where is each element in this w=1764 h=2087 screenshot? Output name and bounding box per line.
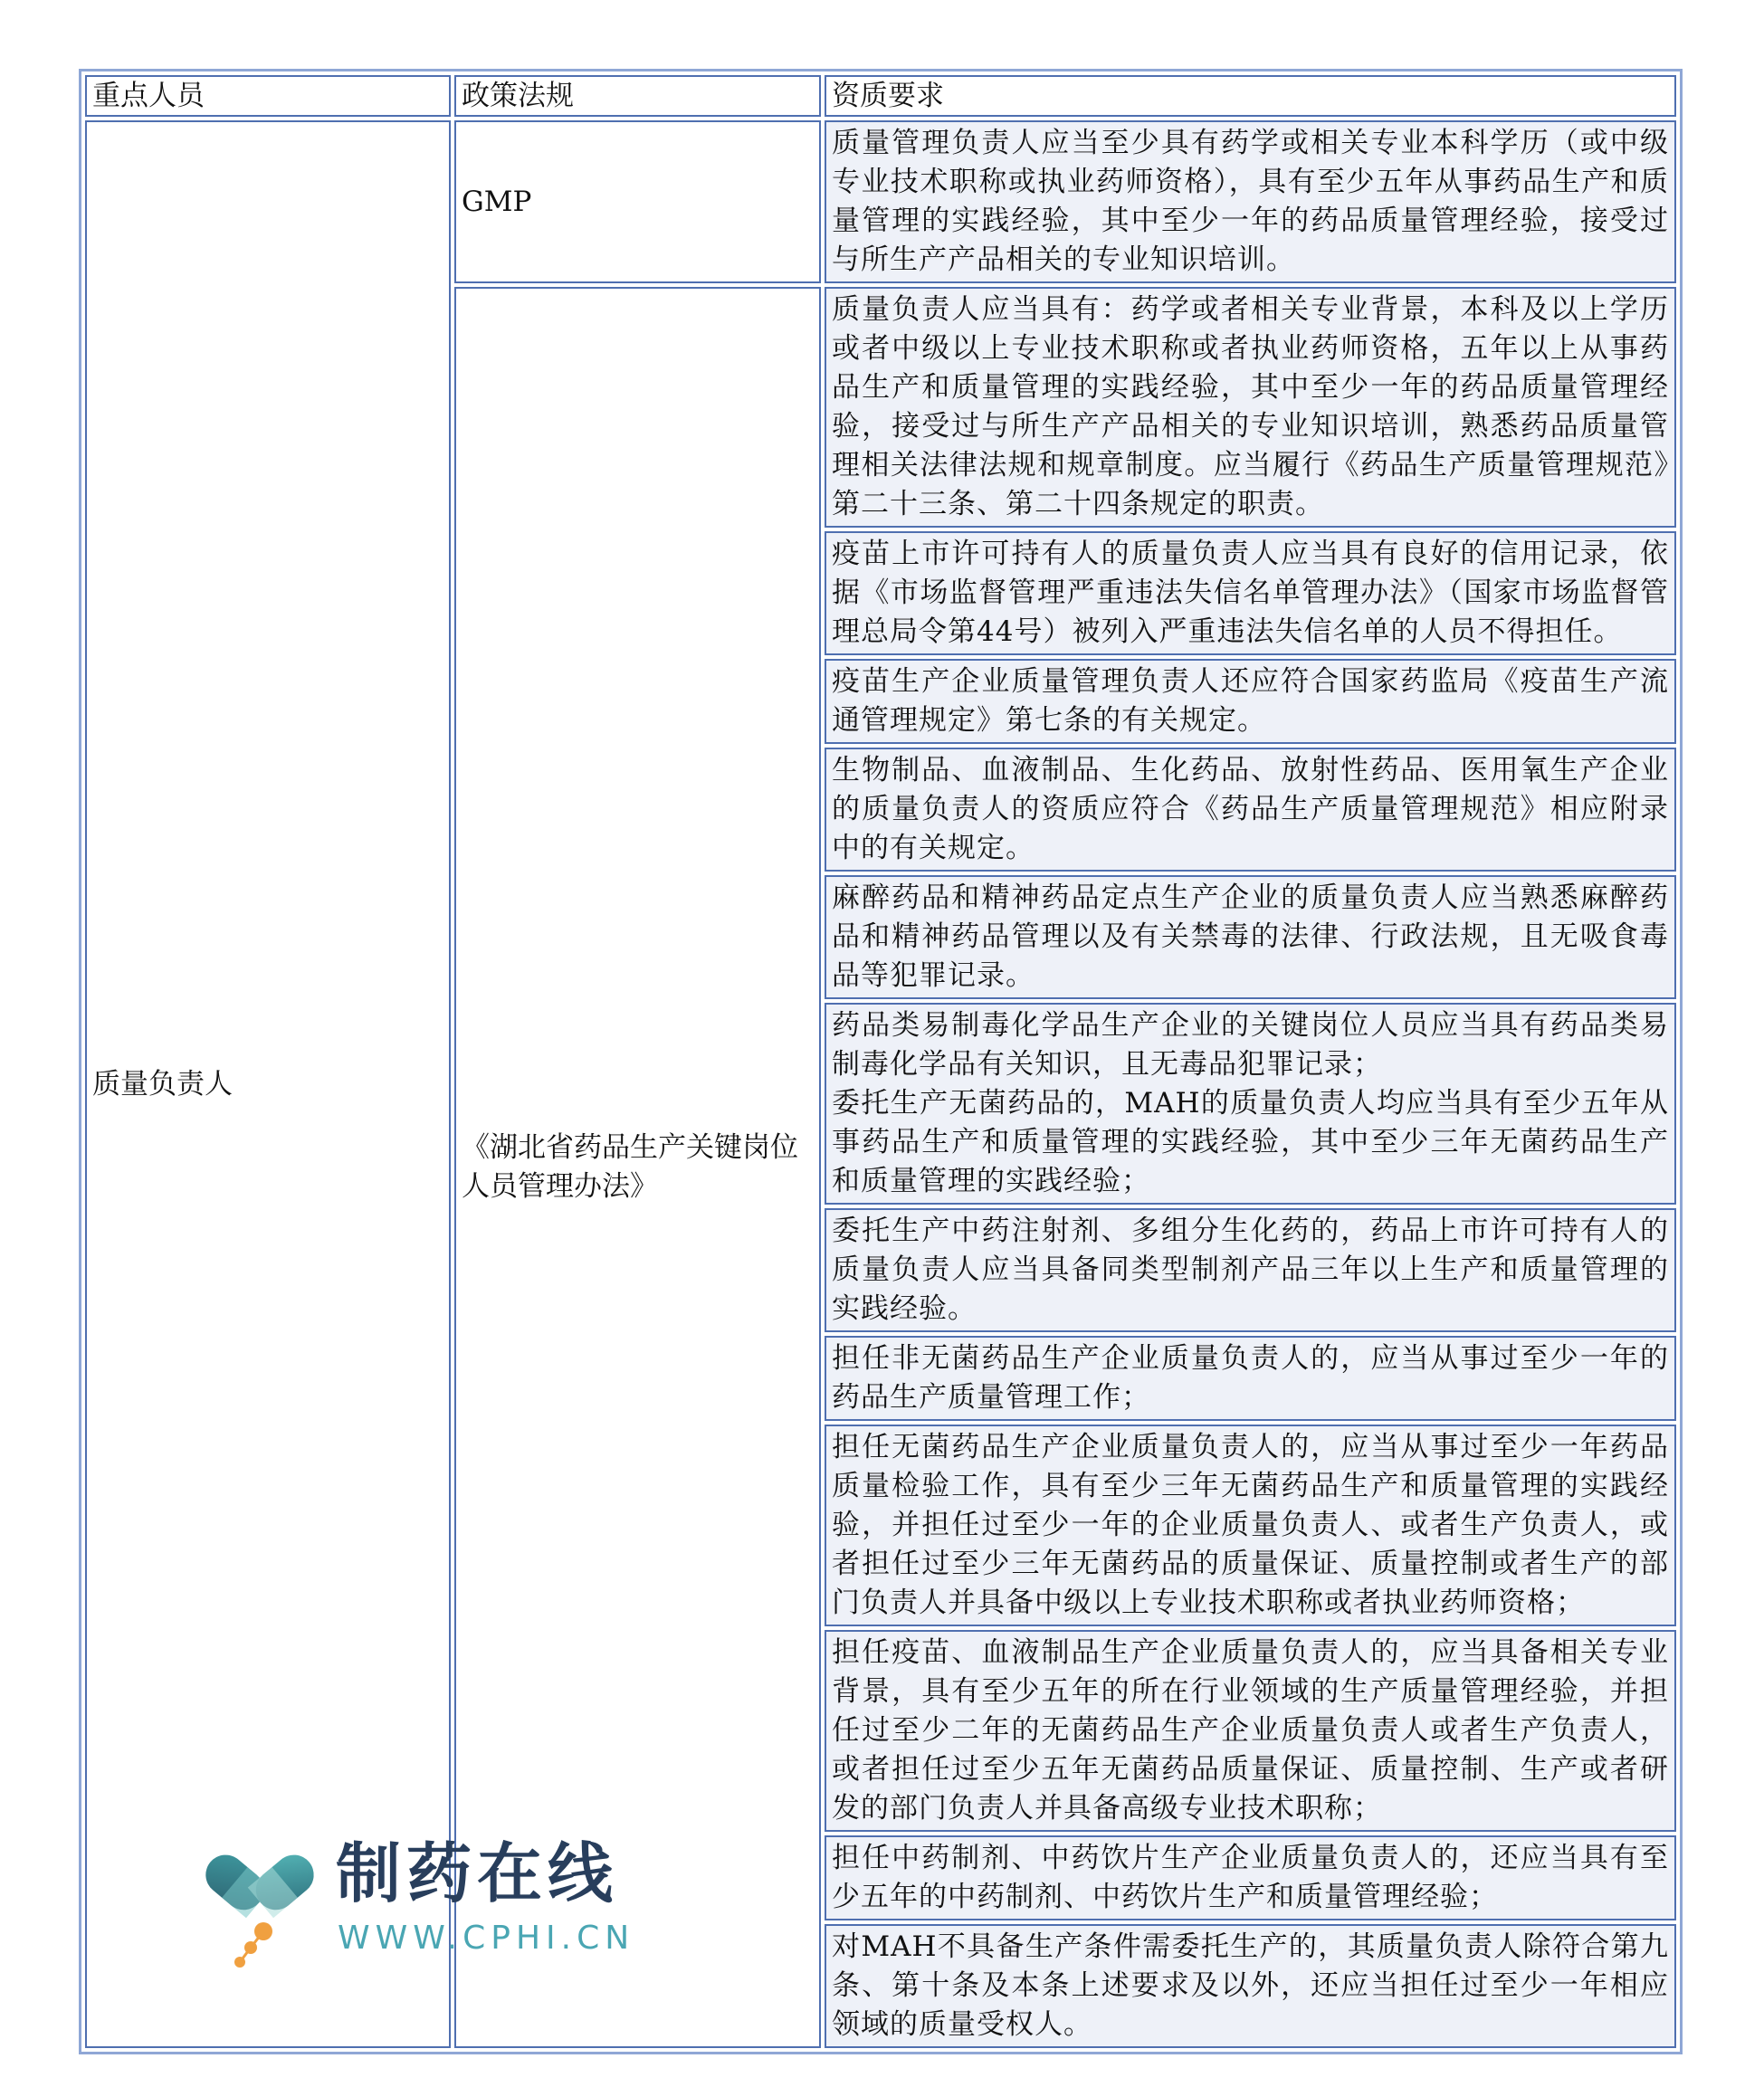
requirement-cell: [825, 1003, 1676, 1205]
requirement-text: 对MAH不具备生产条件需委托生产的，其质量负责人除符合第九条、第十条及本条上述要求及以外，还应当担任过至少一年相应领域的质量受权人。: [832, 1930, 1669, 2041]
requirement-cell: [825, 1835, 1676, 1920]
policy-cell: GMP: [454, 120, 821, 283]
requirement-text: 质量负责人应当具有：药学或者相关专业背景，本科及以上学历或者中级以上专业技术职称或者执业药师资格，五年以上从事药品生产和质量管理的实践经验，其中至少一年的药品质量管理经验，接受过与所生产产品相关的专业知识培训，熟悉药品质量管理相关法律法规和规章制度。应当履行《药品生产质量管理规范》第二十三条、第二十四条规定的职责。: [832, 293, 1669, 520]
column-header: 重点人员: [85, 75, 451, 117]
requirement-text: 担任无菌药品生产企业质量负责人的，应当从事过至少一年药品质量检验工作，具有至少三年无菌药品生产和质量管理的实践经验，并担任过至少一年的企业质量负责人、或者生产负责人，或者担任过至少三年无菌药品的质量保证、质量控制或者生产的部门负责人并具备中级以上专业技术职称或者执业药师资格；: [832, 1431, 1669, 1619]
requirement-cell: [825, 531, 1676, 655]
capsule-molecule-logo-icon: [186, 1837, 330, 1973]
requirement-text: 担任非无菌药品生产企业质量负责人的，应当从事过至少一年的药品生产质量管理工作；: [832, 1342, 1669, 1414]
requirement-cell: [825, 875, 1676, 999]
requirement-cell: [825, 1336, 1676, 1421]
requirement-cell: [825, 1208, 1676, 1332]
requirement-cell: [825, 1924, 1676, 2048]
requirement-text: 质量管理负责人应当至少具有药学或相关专业本科学历（或中级专业技术职称或执业药师资格），具有至少五年从事药品生产和质量管理的实践经验，其中至少一年的药品质量管理经验，接受过与所生产产品相关的专业知识培训。: [832, 127, 1669, 276]
requirement-cell: [825, 748, 1676, 872]
requirement-cell: [825, 287, 1676, 528]
cphi-watermark: [186, 1837, 647, 1973]
requirement-cell: [825, 1630, 1676, 1832]
policy-cell: 《湖北省药品生产关键岗位人员管理办法》: [454, 287, 821, 2048]
requirement-text: 疫苗上市许可持有人的质量负责人应当具有良好的信用记录，依据《市场监督管理严重违法失信名单管理办法》（国家市场监督管理总局令第44号）被列入严重违法失信名单的人员不得担任。: [832, 538, 1669, 648]
header-row: [85, 75, 1676, 117]
role-cell: 质量负责人: [85, 120, 451, 2048]
requirement-cell: [825, 120, 1676, 283]
watermark-url: WWW.CPHI.CN: [338, 1920, 635, 1957]
watermark-title: 制药在线: [336, 1835, 619, 1911]
qualification-table: [79, 69, 1683, 2054]
requirement-text: 担任中药制剂、中药饮片生产企业质量负责人的，还应当具有至少五年的中药制剂、中药饮片生产和质量管理经验；: [832, 1842, 1669, 1913]
requirement-text: 药品类易制毒化学品生产企业的关键岗位人员应当具有药品类易制毒化学品有关知识，且无毒品犯罪记录；: [832, 1009, 1669, 1081]
table-body: [85, 75, 1676, 2048]
requirement-cell: [825, 659, 1676, 744]
requirement-text: 生物制品、血液制品、生化药品、放射性药品、医用氧生产企业的质量负责人的资质应符合《药品生产质量管理规范》相应附录中的有关规定。: [832, 754, 1669, 864]
column-header: 资质要求: [825, 75, 1676, 117]
table-row: [85, 120, 1676, 283]
requirement-cell: [825, 1425, 1676, 1626]
requirement-text: 委托生产无菌药品的，MAH的质量负责人均应当具有至少五年从事药品生产和质量管理的实践经验，其中至少三年无菌药品生产和质量管理的实践经验；: [832, 1087, 1669, 1197]
column-header: 政策法规: [454, 75, 821, 117]
requirement-text: 疫苗生产企业质量管理负责人还应符合国家药监局《疫苗生产流通管理规定》第七条的有关规定。: [832, 665, 1669, 737]
requirement-text: 麻醉药品和精神药品定点生产企业的质量负责人应当熟悉麻醉药品和精神药品管理以及有关禁毒的法律、行政法规，且无吸食毒品等犯罪记录。: [832, 881, 1669, 992]
requirement-text: 担任疫苗、血液制品生产企业质量负责人的，应当具备相关专业背景，具有至少五年的所在行业领域的生产质量管理经验，并担任过至少二年的无菌药品生产企业质量负责人或者生产负责人，或者担任过至少五年无菌药品质量保证、质量控制、生产或者研发的部门负责人并具备高级专业技术职称；: [832, 1636, 1669, 1825]
requirement-text: 委托生产中药注射剂、多组分生化药的，药品上市许可持有人的质量负责人应当具备同类型制剂产品三年以上生产和质量管理的实践经验。: [832, 1215, 1669, 1325]
